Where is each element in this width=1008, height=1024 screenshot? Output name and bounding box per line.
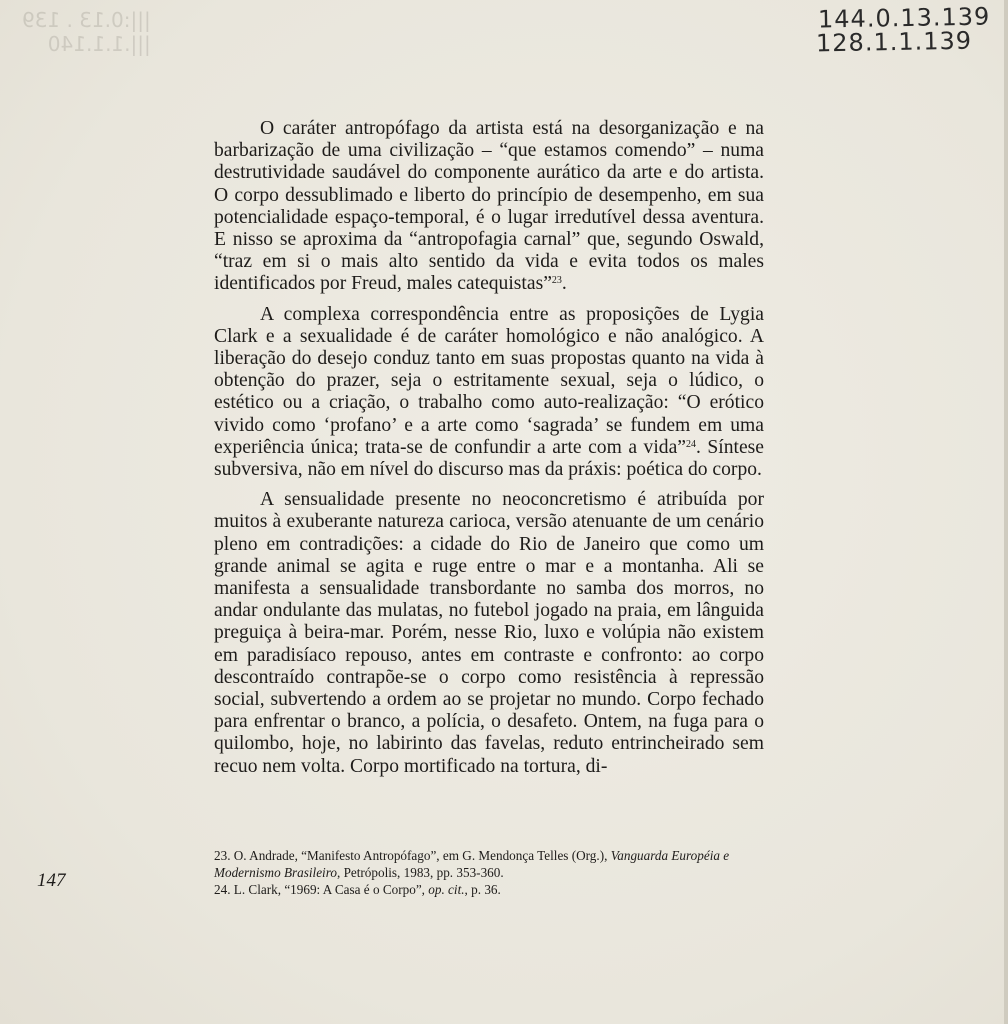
footnote-24 [214, 881, 774, 898]
paragraph-1 [214, 118, 764, 296]
paragraph-2 [214, 304, 764, 482]
paragraph-text: A complexa correspondência entre as proposições de Lygia Clark e a sexualidade é de caráter homológico e não analógico. A liberação do desejo conduz tanto em suas propostas quanto na vida à obtenção do prazer, seja o estritamente sexual, seja o lúdico, o estético ou a criação, o trabalho como auto-realização: “O erótico vivido como ‘profano’ e a arte como ‘sagrada’ se fundem em uma experiência única; trata-se de confundir a arte com a vida” [214, 303, 764, 458]
footnote-ref-23[interactable]: 23 [551, 275, 562, 287]
footnote-lead: 23. O. Andrade, “Manifesto Antropófago”, em G. Mendonça Telles (Org.), [214, 848, 611, 863]
footnote-23 [214, 847, 774, 881]
footnote-lead: 24. L. Clark, “1969: A Casa é o Corpo”, [214, 882, 429, 897]
page-number: 147 [37, 870, 66, 891]
archive-mark-line-1: 144.0.13.139 [817, 2, 991, 34]
paragraph-tail: . Síntese subversiva, não em nível do discurso mas da práxis: poética do corpo. [214, 436, 764, 481]
paragraph-tail: . [561, 273, 567, 295]
body-text [214, 118, 764, 786]
footnote-tail: , Petrópolis, 1983, pp. 353-360. [336, 865, 504, 880]
bleed-through-mark: |||:0.13 . 139 |||.1.1.140 [22, 8, 151, 56]
footnote-title: Vanguarda Européia e Modernismo Brasileiro [214, 848, 730, 880]
footnote-ref-24[interactable]: 24 [685, 438, 696, 450]
footnote-tail: , p. 36. [464, 882, 501, 897]
paragraph-text: O caráter antropófago da artista está na desorganização e na barbarização de uma civilização – “que estamos comendo” – numa destrutividade saudável do componente aurático da arte e do artista. O corpo dessublimado e liberto do princípio de desempenho, em sua potencialidade espaço-temporal, é o lugar irredutível dessa aventura. E nisso se aproxima da “antropofagia carnal” que, segundo Oswald, “traz em si o mais alto sentido da vida e evita todos os males identificados por Freud, males catequistas” [214, 118, 764, 295]
footnote-title: op. cit. [428, 882, 465, 897]
archive-mark-line-2: 128.1.1.139 [815, 26, 973, 58]
paragraph-text: A sensualidade presente no neoconcretismo é atribuída por muitos à exuberante natureza carioca, versão atenuante de um cenário pleno em contradições: a cidade do Rio de Janeiro que como um grande animal se agita e ruge entre o mar e a montanha. Ali se manifesta a sensualidade transbordante no samba dos morros, no andar ondulante das mulatas, no futebol jogado na praia, em lânguida preguiça à beira-mar. Porém, nesse Rio, luxo e volúpia não existem em paradisíaco repouso, antes em contraste e confronto: ao corpo descontraído contrapõe-se o corpo como resistência à repressão social, subvertendo a ordem ao se projetar no mundo. Corpo fechado para enfrentar o branco, a polícia, o desafeto. Ontem, na fuga para o quilombo, hoje, no labirinto das favelas, reduto entrincheirado sem recuo nem volta. Corpo mortificado na tortura, di- [214, 489, 764, 777]
footnotes [214, 847, 774, 898]
page-edge [1004, 0, 1008, 1024]
paragraph-3 [214, 489, 764, 778]
